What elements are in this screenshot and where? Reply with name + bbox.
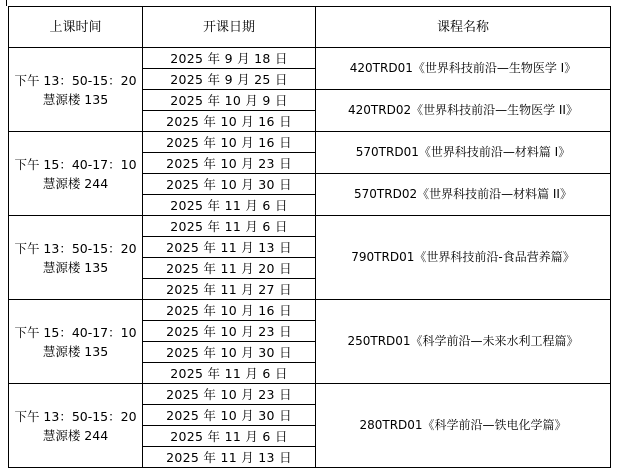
course-name-cell: 570TRD01《世界科技前沿—材料篇 I》 — [316, 132, 611, 174]
header-course-name: 课程名称 — [316, 7, 611, 48]
place-text: 慧源楼 135 — [42, 343, 109, 359]
date-cell: 2025 年 9 月 25 日 — [143, 69, 316, 90]
time-text: 下午 15：40-17：10 — [14, 156, 137, 172]
header-start-date: 开课日期 — [143, 7, 316, 48]
corner-mark — [6, 0, 7, 6]
time-text: 下午 13：50-15：20 — [14, 408, 137, 424]
course-name-cell: 280TRD01《科学前沿—铁电化学篇》 — [316, 384, 611, 468]
date-cell: 2025 年 9 月 18 日 — [143, 48, 316, 69]
course-name-cell: 790TRD01《世界科技前沿-食品营养篇》 — [316, 216, 611, 300]
date-cell: 2025 年 10 月 30 日 — [143, 174, 316, 195]
date-cell: 2025 年 10 月 16 日 — [143, 132, 316, 153]
course-name-cell: 570TRD02《世界科技前沿—材料篇 II》 — [316, 174, 611, 216]
header-class-time: 上课时间 — [9, 7, 143, 48]
date-cell: 2025 年 10 月 23 日 — [143, 384, 316, 405]
date-cell: 2025 年 10 月 16 日 — [143, 300, 316, 321]
date-cell: 2025 年 11 月 6 日 — [143, 216, 316, 237]
date-cell: 2025 年 11 月 20 日 — [143, 258, 316, 279]
course-schedule-table — [8, 6, 611, 468]
date-cell: 2025 年 10 月 23 日 — [143, 153, 316, 174]
course-name-cell: 250TRD01《科学前沿—未来水利工程篇》 — [316, 300, 611, 384]
date-cell: 2025 年 11 月 6 日 — [143, 363, 316, 384]
date-cell: 2025 年 10 月 30 日 — [143, 342, 316, 363]
time-text: 下午 15：40-17：10 — [14, 324, 137, 340]
table-row — [9, 48, 611, 69]
table-row — [9, 216, 611, 237]
time-text: 下午 13：50-15：20 — [14, 72, 137, 88]
date-cell: 2025 年 11 月 13 日 — [143, 447, 316, 468]
course-name-cell: 420TRD02《世界科技前沿—生物医学 II》 — [316, 90, 611, 132]
table-row — [9, 300, 611, 321]
place-text: 慧源楼 135 — [42, 91, 109, 107]
time-text: 下午 13：50-15：20 — [14, 240, 137, 256]
date-cell: 2025 年 11 月 27 日 — [143, 279, 316, 300]
date-cell: 2025 年 10 月 16 日 — [143, 111, 316, 132]
table-row — [9, 132, 611, 153]
class-time-cell — [9, 48, 143, 132]
date-cell: 2025 年 11 月 13 日 — [143, 237, 316, 258]
date-cell: 2025 年 11 月 6 日 — [143, 195, 316, 216]
date-cell: 2025 年 10 月 30 日 — [143, 405, 316, 426]
class-time-cell — [9, 216, 143, 300]
class-time-cell — [9, 132, 143, 216]
date-cell: 2025 年 10 月 9 日 — [143, 90, 316, 111]
course-name-cell: 420TRD01《世界科技前沿—生物医学 I》 — [316, 48, 611, 90]
date-cell: 2025 年 10 月 23 日 — [143, 321, 316, 342]
place-text: 慧源楼 135 — [42, 259, 109, 275]
place-text: 慧源楼 244 — [42, 427, 109, 443]
class-time-cell — [9, 384, 143, 468]
header-row — [9, 7, 611, 48]
place-text: 慧源楼 244 — [42, 175, 109, 191]
class-time-cell — [9, 300, 143, 384]
date-cell: 2025 年 11 月 6 日 — [143, 426, 316, 447]
table-row — [9, 384, 611, 405]
